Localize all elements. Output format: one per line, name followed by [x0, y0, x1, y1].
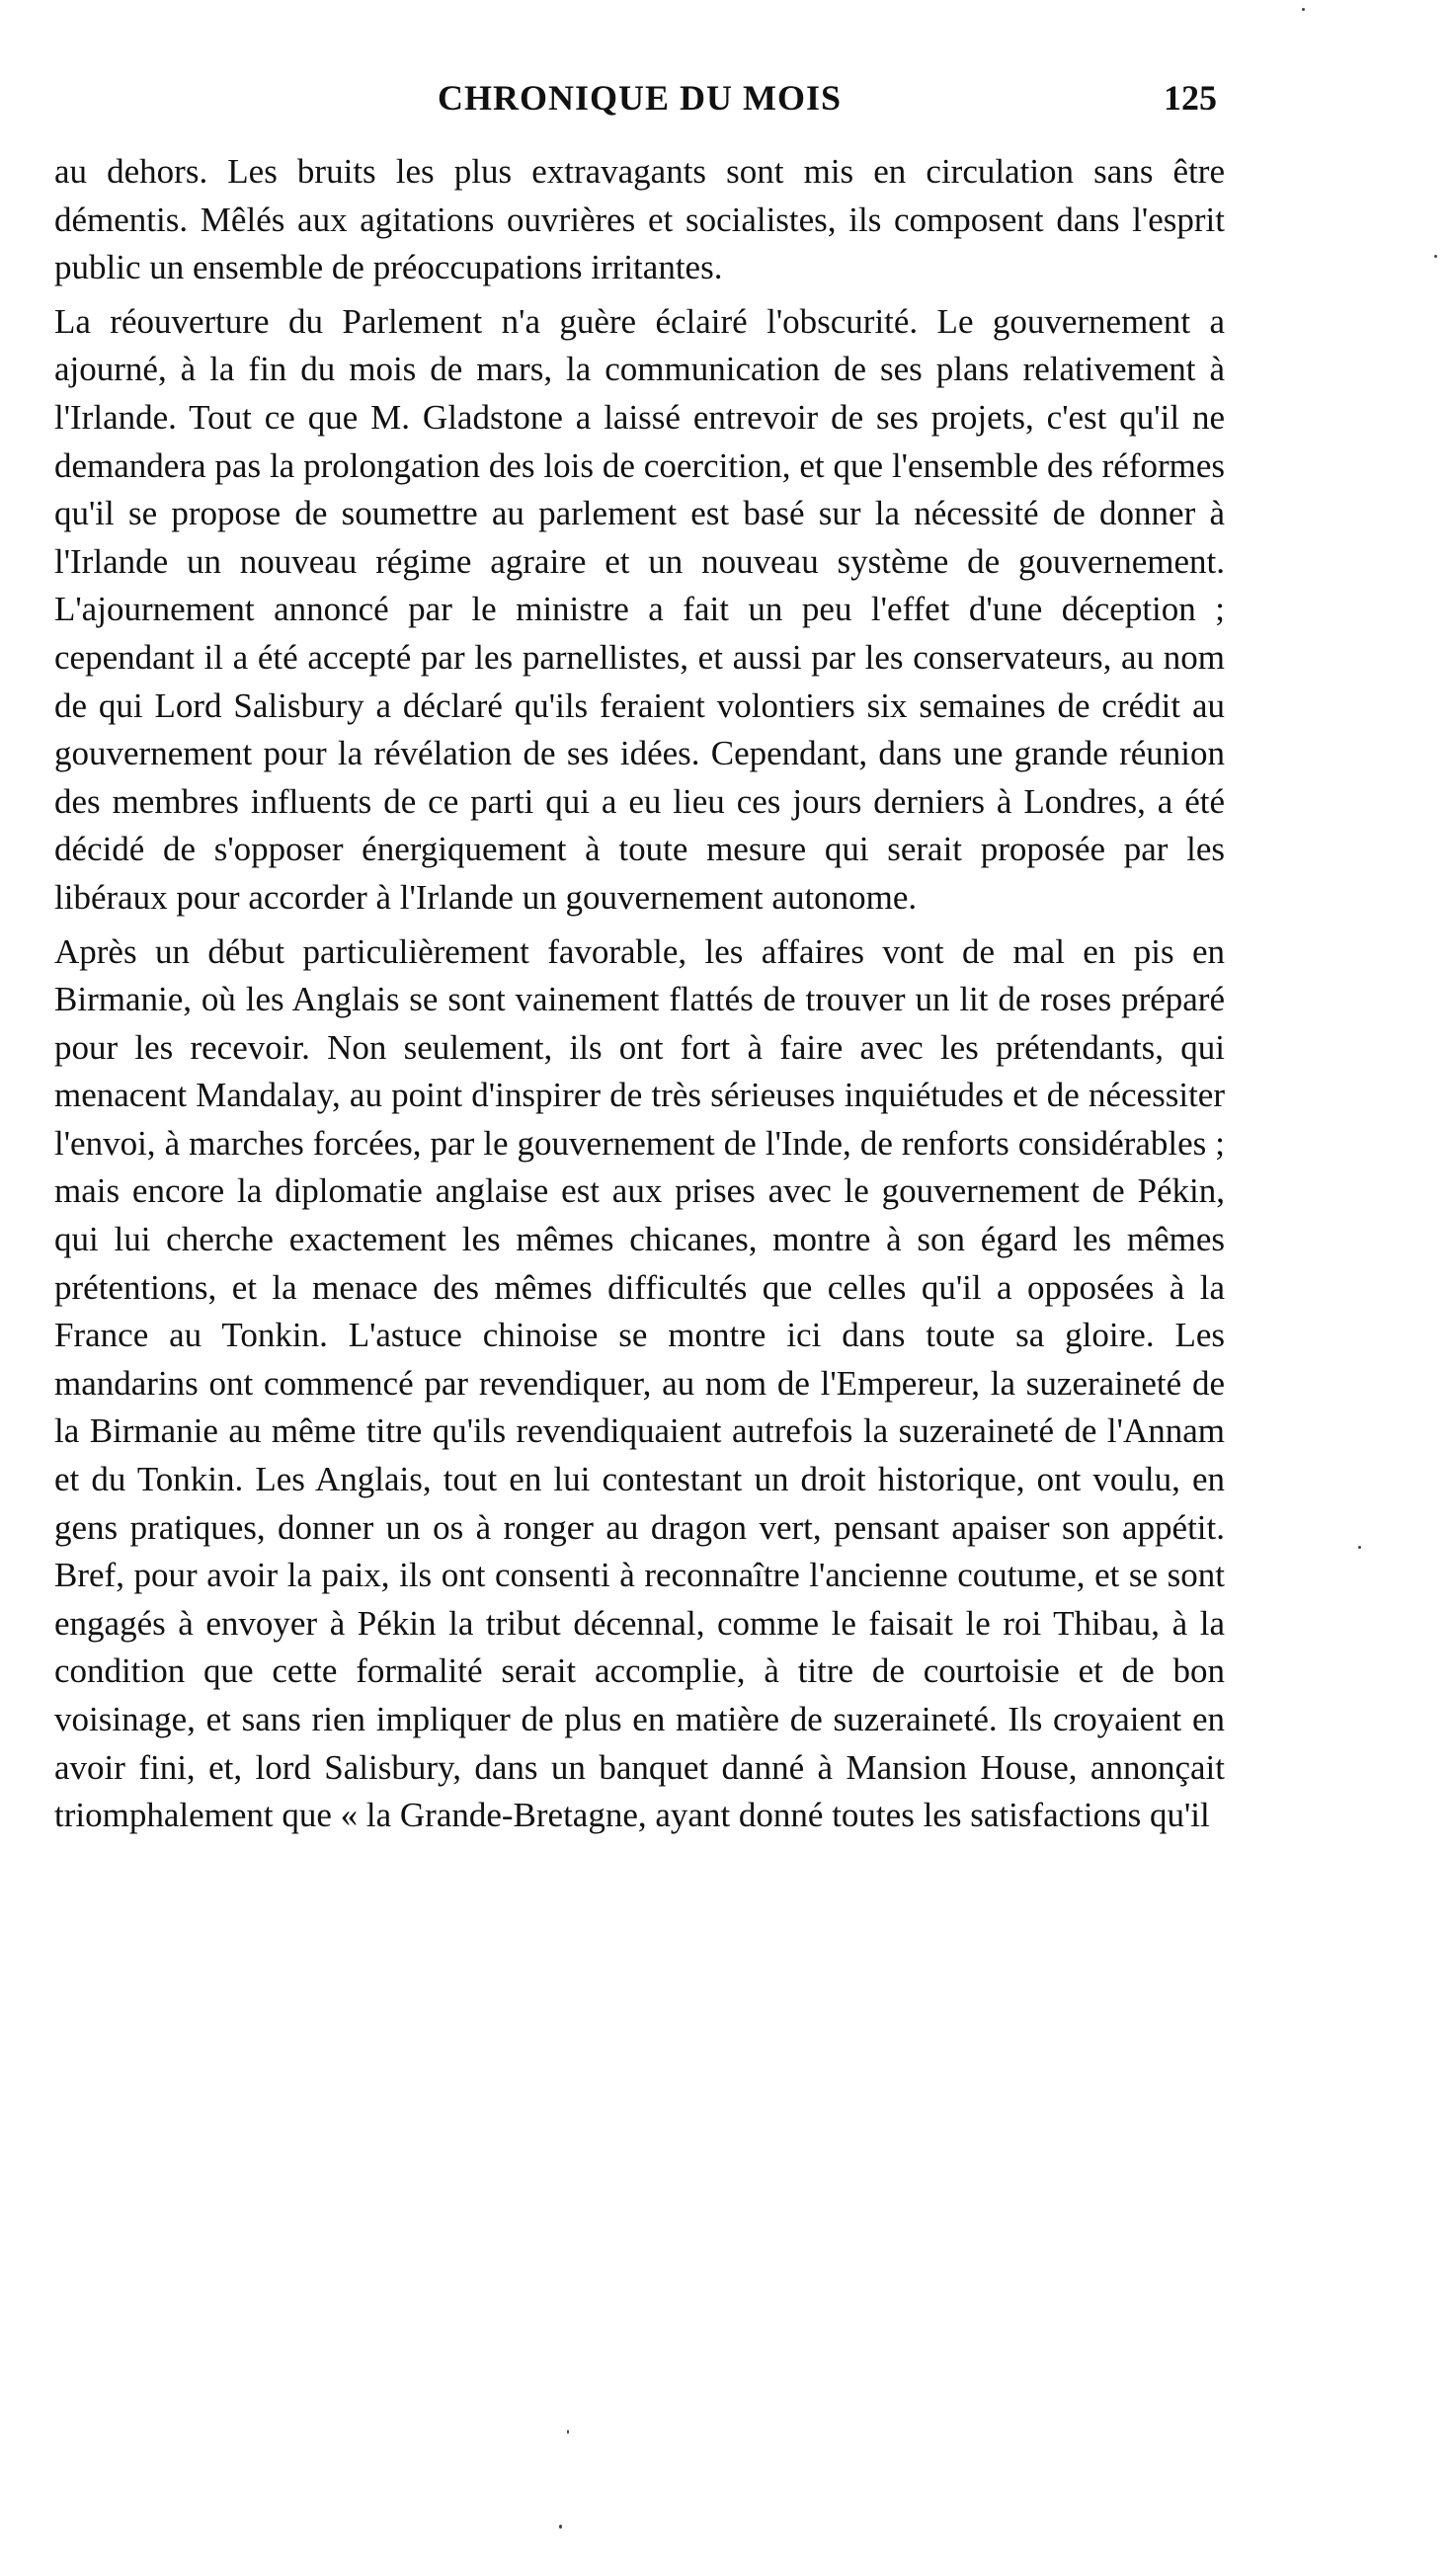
scan-speck [559, 2525, 562, 2529]
paragraph: Après un début particulièrement favorable, les affaires vont de mal en pis en Birmanie, où les Anglais se sont vainement flattés de trouver un lit de roses préparé pour les recevoir. Non seulement, ils ont fort à faire avec les prétendants, qui menacent Mandalay, au point d'inspirer de très sérieuses inquiétudes et de nécessiter l'envoi, à marches forcées, par le gouvernement de l'Inde, de renforts considérables ; mais encore la diplomatie anglaise est aux prises avec le gouvernement de Pékin, qui lui cherche exactement les mêmes chicanes, montre à son égard les mêmes prétentions, et la menace des mêmes difficultés que celles qu'il a opposées à la France au Tonkin. L'astuce chinoise se montre ici dans toute sa gloire. Les mandarins ont commencé par revendiquer, au nom de l'Empereur, la suzeraineté de la Birmanie au même titre qu'ils revendiquaient autrefois la suzeraineté de l'Annam et du Tonkin. Les Anglais, tout en lui contestant un droit historique, ont voulu, en gens pratiques, donner un os à ronger au dragon vert, pensant apaiser son appétit. Bref, pour avoir la paix, ils ont consenti à reconnaître l'ancienne coutume, et se sont engagés à envoyer à Pékin la tribut décennal, comme le faisait le roi Thibau, à la condition que cette formalité serait accomplie, à titre de courtoisie et de bon voisinage, et sans rien impliquer de plus en matière de suzeraineté. Ils croyaient en avoir fini, et, lord Salisbury, dans un banquet danné à Mansion House, annonçait triomphalement que « la Grande-Bretagne, ayant donné toutes les satisfactions qu'il [54, 931, 1225, 1835]
paragraph: au dehors. Les bruits les plus extravagants sont mis en circulation sans être démentis. Mêlés aux agitations ouvrières et socialistes, ils composent dans l'esprit public un ensemble de préoccupations irritantes. [54, 152, 1225, 287]
running-title: CHRONIQUE DU MOIS [437, 78, 843, 118]
scan-speck [1358, 1546, 1361, 1549]
scan-speck [1434, 255, 1437, 258]
body-text [54, 148, 1225, 1846]
scan-speck [1302, 8, 1305, 11]
paragraph: La réouverture du Parlement n'a guère éclairé l'obscurité. Le gouvernement a ajourné, à la fin du mois de mars, la communication de ses plans relativement à l'Irlande. Tout ce que M. Gladstone a laissé entrevoir de ses projets, c'est qu'il ne demandera pas la prolongation des lois de coercition, et que l'ensemble des réformes qu'il se propose de soumettre au parlement est basé sur la nécessité de donner à l'Irlande un nouveau régime agraire et un nouveau système de gouvernement. L'ajournement annoncé par le ministre a fait un peu l'effet d'une déception ; cependant il a été accepté par les parnellistes, et aussi par les conservateurs, au nom de qui Lord Salisbury a déclaré qu'ils feraient volontiers six semaines de crédit au gouvernement pour la révélation de ses idées. Cependant, dans une grande réunion des membres influents de ce parti qui a eu lieu ces jours derniers à Londres, a été décidé de s'opposer énergiquement à toute mesure qui serait proposée par les libéraux pour accorder à l'Irlande un gouvernement autonome. [54, 301, 1225, 917]
running-head [54, 77, 1225, 126]
page-number: 125 [1164, 78, 1217, 118]
scan-speck [567, 2430, 569, 2434]
